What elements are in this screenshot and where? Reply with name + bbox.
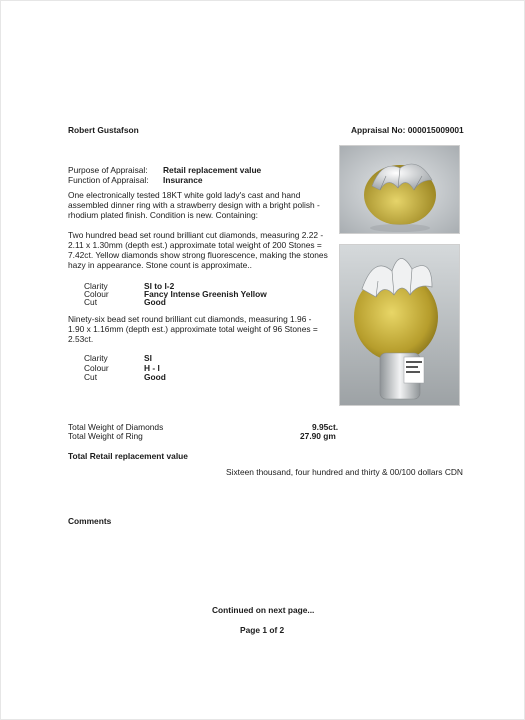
grade-1-colour-label: Colour	[84, 289, 109, 299]
ring-top-illustration	[340, 146, 459, 233]
purpose-value: Retail replacement value	[163, 165, 262, 175]
purpose-label: Purpose of Appraisal:	[68, 165, 148, 175]
grade-2-cut-value: Good	[144, 372, 166, 382]
grade-1-cut-label: Cut	[84, 297, 98, 307]
appraisal-number: Appraisal No: 000015009001	[351, 125, 464, 135]
ring-photo-top-view	[339, 145, 460, 234]
ring-photo-side-view	[339, 244, 460, 406]
grade-2-cut-label: Cut	[84, 372, 98, 382]
total-ring-value: 27.90 gm	[300, 431, 336, 441]
grade-2-colour-label: Colour	[84, 363, 109, 373]
grade-1-cut-value: Good	[144, 297, 166, 307]
grade-2-clarity-label: Clarity	[84, 353, 108, 363]
grade-2-colour-value: H - I	[144, 363, 160, 373]
grade-1-colour-value: Fancy Intense Greenish Yellow	[144, 289, 267, 299]
stone-group-1-description: Two hundred bead set round brilliant cut diamonds, measuring 2.22 - 2.11 x 1.30mm (depth est.) approximate total weight of 200 Stones = 7.42ct. Yellow diamonds show strong fluorescence, making the stones hazy in appearance. Stone count is approximate..	[68, 230, 328, 270]
grade-1-clarity-label: Clarity	[84, 281, 108, 291]
continued-note: Continued on next page...	[212, 605, 315, 615]
grade-2-clarity-value: SI	[144, 353, 152, 363]
ring-description: One electronically tested 18KT white gold lady's cast and hand assembled dinner ring with a strawberry design with a bright polish - rhodium plated finish. Condition is new. Containing:	[68, 190, 320, 220]
comments-heading: Comments	[68, 516, 112, 526]
grade-1-clarity-value: SI to I-2	[144, 281, 175, 291]
total-retail-value: Sixteen thousand, four hundred and thirty & 00/100 dollars CDN	[226, 467, 463, 477]
client-name: Robert Gustafson	[68, 125, 139, 135]
page-number: Page 1 of 2	[240, 625, 285, 635]
ring-side-illustration	[340, 245, 459, 405]
stone-group-2-description: Ninety-six bead set round brilliant cut diamonds, measuring 1.96 - 1.90 x 1.16mm (depth est.) approximate total weight of 96 Stones = 2.53ct.	[68, 314, 318, 344]
function-value: Insurance	[163, 175, 203, 185]
total-diamonds-value: 9.95ct.	[312, 422, 339, 432]
total-retail-label: Total Retail replacement value	[68, 451, 188, 461]
total-ring-label: Total Weight of Ring	[68, 431, 143, 441]
function-label: Function of Appraisal:	[68, 175, 149, 185]
total-diamonds-label: Total Weight of Diamonds	[68, 422, 164, 432]
